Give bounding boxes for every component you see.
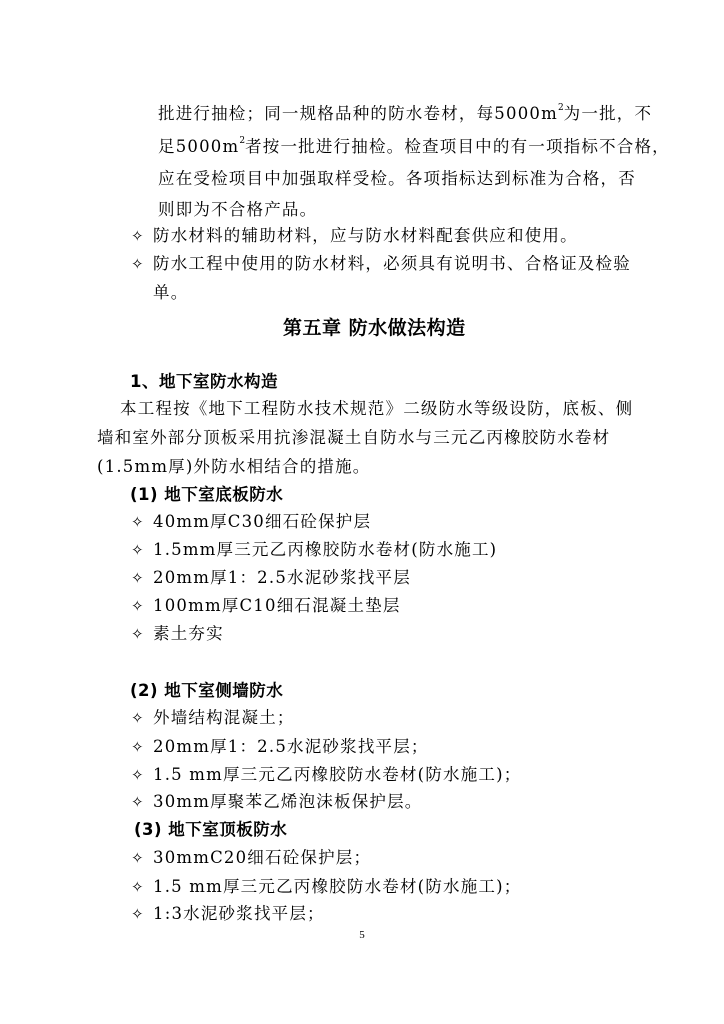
paragraph-line: 墙和室外部分顶板采用抗渗混凝土自防水与三元乙丙橡胶防水卷材	[97, 428, 611, 447]
bullet-diamond-icon: ✧	[131, 793, 145, 811]
list-item	[131, 764, 521, 786]
bullet-diamond-icon: ✧	[131, 625, 145, 643]
bullet-diamond-icon: ✧	[131, 227, 145, 245]
list-item	[131, 791, 423, 813]
section-heading: 1、地下室防水构造	[130, 372, 278, 391]
text-segment: 批进行抽检；同一规格品种的防水卷材，每5000m	[158, 104, 558, 123]
text-line: 单。	[153, 283, 189, 302]
bullet-diamond-icon: ✧	[131, 513, 145, 531]
list-item-text: 素土夯实	[153, 624, 224, 643]
list-item	[131, 707, 295, 729]
list-item	[131, 225, 578, 247]
list-item-text: 1:3水泥砂浆找平层；	[153, 904, 325, 923]
list-item	[131, 539, 497, 561]
list-item	[131, 903, 325, 925]
superscript: 2	[239, 136, 246, 146]
text-segment: 足5000m	[158, 137, 240, 156]
bullet-diamond-icon: ✧	[131, 709, 145, 727]
bullet-diamond-icon: ✧	[131, 597, 145, 615]
bullet-diamond-icon: ✧	[131, 878, 145, 896]
bullet-diamond-icon: ✧	[131, 849, 145, 867]
list-item-text: 防水材料的辅助材料，应与防水材料配套供应和使用。	[153, 226, 578, 245]
list-item-text: 1.5 mm厚三元乙丙橡胶防水卷材(防水施工)；	[153, 765, 522, 784]
subsection-heading: (2) 地下室侧墙防水	[130, 681, 284, 700]
page-number: 5	[359, 929, 365, 941]
subsection-heading: (3) 地下室顶板防水	[134, 820, 288, 839]
list-item	[131, 595, 401, 617]
text-line	[158, 136, 670, 158]
list-item	[131, 736, 429, 758]
list-item-text: 30mmC20细石砼保护层；	[153, 848, 372, 867]
list-item-text: 30mm厚聚苯乙烯泡沫板保护层。	[153, 792, 423, 811]
list-item-text: 20mm厚1：2.5水泥砂浆找平层；	[153, 737, 429, 756]
list-item-text: 防水工程中使用的防水材料，必须具有说明书、合格证及检验	[153, 254, 631, 273]
bullet-diamond-icon: ✧	[131, 766, 145, 784]
bullet-diamond-icon: ✧	[131, 255, 145, 273]
superscript: 2	[557, 103, 564, 113]
text-segment: 者按一批进行抽检。检查项目中的有一项指标不合格，	[245, 137, 670, 156]
chapter-title: 第五章 防水做法构造	[283, 317, 466, 339]
list-item-text: 20mm厚1：2.5水泥砂浆找平层	[153, 568, 411, 587]
list-item-text: 外墙结构混凝土；	[153, 708, 295, 727]
bullet-diamond-icon: ✧	[131, 738, 145, 756]
list-item-text: 100mm厚C10细石混凝土垫层	[153, 596, 401, 615]
list-item	[131, 567, 411, 589]
list-item	[131, 623, 224, 645]
bullet-diamond-icon: ✧	[131, 569, 145, 587]
list-item	[131, 876, 521, 898]
text-line: 应在受检项目中加强取样受检。各项指标达到标准为合格，否	[158, 169, 636, 188]
bullet-diamond-icon: ✧	[131, 541, 145, 559]
list-item	[131, 511, 371, 533]
list-item-text: 1.5 mm厚三元乙丙橡胶防水卷材(防水施工)；	[153, 877, 522, 896]
subsection-heading: (1) 地下室底板防水	[130, 485, 284, 504]
text-segment: 为一批，不	[563, 104, 653, 123]
list-item-text: 1.5mm厚三元乙丙橡胶防水卷材(防水施工)	[153, 540, 498, 559]
paragraph-line: 本工程按《地下工程防水技术规范》二级防水等级设防，底板、侧	[120, 399, 634, 418]
list-item	[131, 847, 371, 869]
bullet-diamond-icon: ✧	[131, 905, 145, 923]
text-line: 则即为不合格产品。	[158, 200, 318, 219]
text-line	[158, 103, 652, 125]
paragraph-line: (1.5mm厚)外防水相结合的措施。	[97, 457, 371, 476]
list-item	[131, 253, 631, 275]
list-item-text: 40mm厚C30细石砼保护层	[153, 512, 372, 531]
